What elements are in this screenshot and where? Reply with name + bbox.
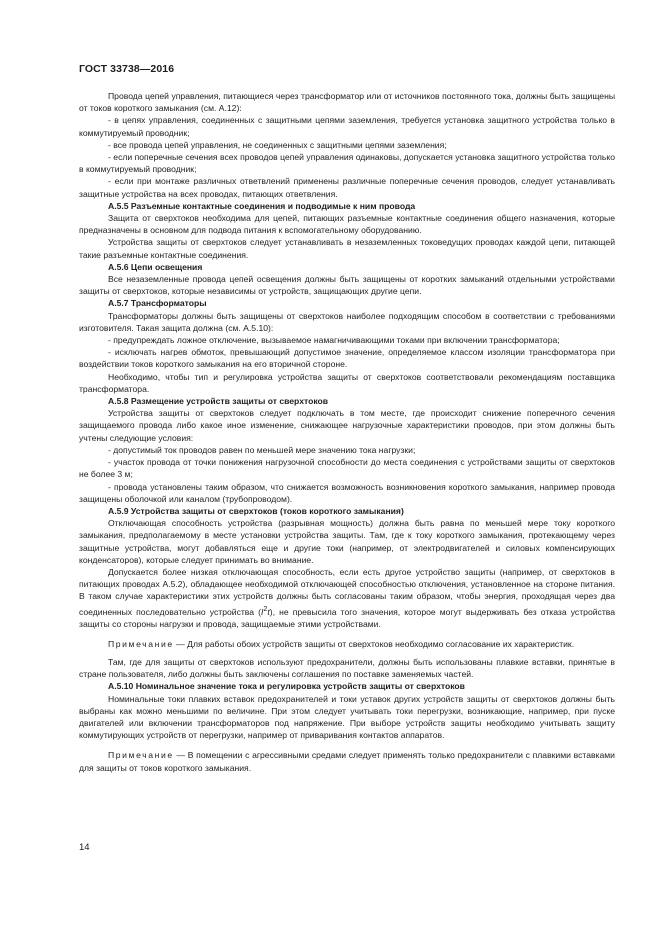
paragraph: Защита от сверхтоков необходима для цепей, питающих разъемные контактные соединения общего назначения, которые предназначены в основном для подвода питания к вспомогательному оборудованию. xyxy=(79,213,615,236)
note-2 xyxy=(79,749,615,773)
section-heading-a-5-5: А.5.5 Разъемные контактные соединения и подводимые к ним провода xyxy=(108,200,416,211)
section-heading-a-5-8: А.5.8 Размещение устройств защиты от сверхтоков xyxy=(108,396,329,407)
paragraph: Все незаземленные провода цепей освещения должны быть защищены от коротких замыканий отдельными устройствами защиты от сверхтоков, которые независимы от устройств, защищающих другие цепи. xyxy=(79,274,615,297)
paragraph: Трансформаторы должны быть защищены от сверхтоков наиболее подходящим способом в соответствии с требованиями изготовителя. Такая защита должна (см. А.5.10): xyxy=(79,310,615,333)
paragraph: Необходимо, чтобы тип и регулировка устройства защиты от сверхтоков соответствовали рекомендациям поставщика трансформатора. xyxy=(79,371,615,394)
list-item: - все провода цепей управления, не соединенных с защитными цепями заземления; xyxy=(108,139,447,150)
note-text: — Для работы обоих устройств защиты от сверхтоков необходимо согласование их характеристик. xyxy=(173,638,575,649)
page-number: 14 xyxy=(79,842,90,853)
note-label: Примечание xyxy=(108,750,174,761)
formula-sup: 2 xyxy=(263,604,268,613)
paragraph: Провода цепей управления, питающиеся через трансформатор или от источников постоянного тока, должны быть защищены от токов короткого замыкания (см. А.12): xyxy=(79,91,615,114)
paragraph: Номинальные токи плавких вставок предохранителей и токи уставок других устройств защиты от сверхтоков должны быть выбраны как можно меньшими по величине. При этом следует учитывать токи перегрузки, возникающие, например, при пуске двигателей или включении трансформаторов под напряжение. При выборе устройств защиты необходимо учитывать защиту коммутирующих устройств от перегрузки, например от приваривания контактов аппаратов. xyxy=(79,693,615,741)
paragraph: Отключающая способность устройства (разрывная мощность) должна быть равна по меньшей мере току короткого замыкания, предполагаемому в месте установки устройства защиты. Там, где к току короткого замыкания, протекающему через защитные устройства, могут добавляться еще и другие токи (например, от электродвигателей и силовых компенсирующих конденсаторов), которые следует принимать во внимание. xyxy=(79,518,615,565)
list-item: - предупреждать ложное отключение, вызываемое намагничивающими токами при включении трансформатора; xyxy=(108,335,560,346)
list-item: - исключать нагрев обмоток, превышающий допустимое значение, определяемое классом изоляции трансформатора при воздействии токов короткого замыкания на его вторичной стороне. xyxy=(79,347,615,370)
document-body xyxy=(79,90,615,780)
paragraph: Устройства защиты от сверхтоков следует подключать в том месте, где происходит снижение поперечного сечения защищаемого провода либо какое иное изменение, снижающее нагрузочные характеристики проводов, при этом должны быть учтены следующие условия: xyxy=(79,408,615,443)
section-heading-a-5-6: А.5.6 Цепи освещения xyxy=(108,261,203,272)
formula-i: I xyxy=(261,606,264,617)
section-heading-a-5-9: А.5.9 Устройства защиты от сверхтоков (токов короткого замыкания) xyxy=(108,505,404,516)
list-item: - если при монтаже различных ответвлений применены различные поперечные сечения проводов, следует устанавливать защитные устройства на всех проводах, питающих ответвления. xyxy=(79,176,615,199)
note-text: — В помещении с агрессивными средами следует применять только предохранители с плавкими вставками для защиты от токов короткого замыкания. xyxy=(79,750,615,773)
list-item: - допустимый ток проводов равен по меньшей мере значению тока нагрузки; xyxy=(108,444,416,455)
page-header-title: ГОСТ 33738—2016 xyxy=(79,63,175,75)
text-run: Допускается более низкая отключающая способность, если есть другое устройство защиты (например, от сверхтоков в питающих проводах А.5.2), обладающее необходимой отключающей способностью отключения, установленное на стороне питания. В таком случае характеристики этих устройств должны быть согласованы таким образом, чтобы энергия, проходящая через два соединенных последовательно устройства ( xyxy=(79,566,615,617)
list-item: - если поперечные сечения всех проводов цепей управления одинаковы, допускается установка защитного устройства только в коммутируемый проводник; xyxy=(79,152,615,175)
note-1 xyxy=(79,638,615,650)
list-item: - участок провода от точки понижения нагрузочной способности до места соединения с устройствами защиты от сверхтоков не более 3 м; xyxy=(79,457,615,480)
formula-t: t xyxy=(267,606,270,617)
paragraph-i2t xyxy=(79,566,615,630)
list-item: - в цепях управления, соединенных с защитными цепями заземления, требуется установка защитного устройства только в коммутируемый проводник; xyxy=(79,115,615,138)
section-heading-a-5-10: А.5.10 Номинальное значение тока и регулировка устройств защиты от сверхтоков xyxy=(108,681,465,692)
section-heading-a-5-7: А.5.7 Трансформаторы xyxy=(108,298,207,309)
text-run: ), не превысила того значения, которое могут выдерживать без отказа устройства защиты со стороны нагрузки и провода, защищаемые этими устройствами. xyxy=(79,606,616,629)
paragraph: Устройства защиты от сверхтоков следует устанавливать в незаземленных токоведущих проводах каждой цепи, питающей такие разъемные контактные соединения. xyxy=(79,237,615,260)
paragraph: Там, где для защиты от сверхтоков используют предохранители, должны быть использованы плавкие вставки, принятые в стране пользователя, либо должны быть заключены соглашения по поставке заменяемых частей. xyxy=(79,657,615,680)
list-item: - провода установлены таким образом, что снижается возможность возникновения короткого замыкания, например провода защищены оболочкой или каналом (трубопроводом). xyxy=(79,481,615,504)
note-label: Примечание xyxy=(108,638,174,649)
